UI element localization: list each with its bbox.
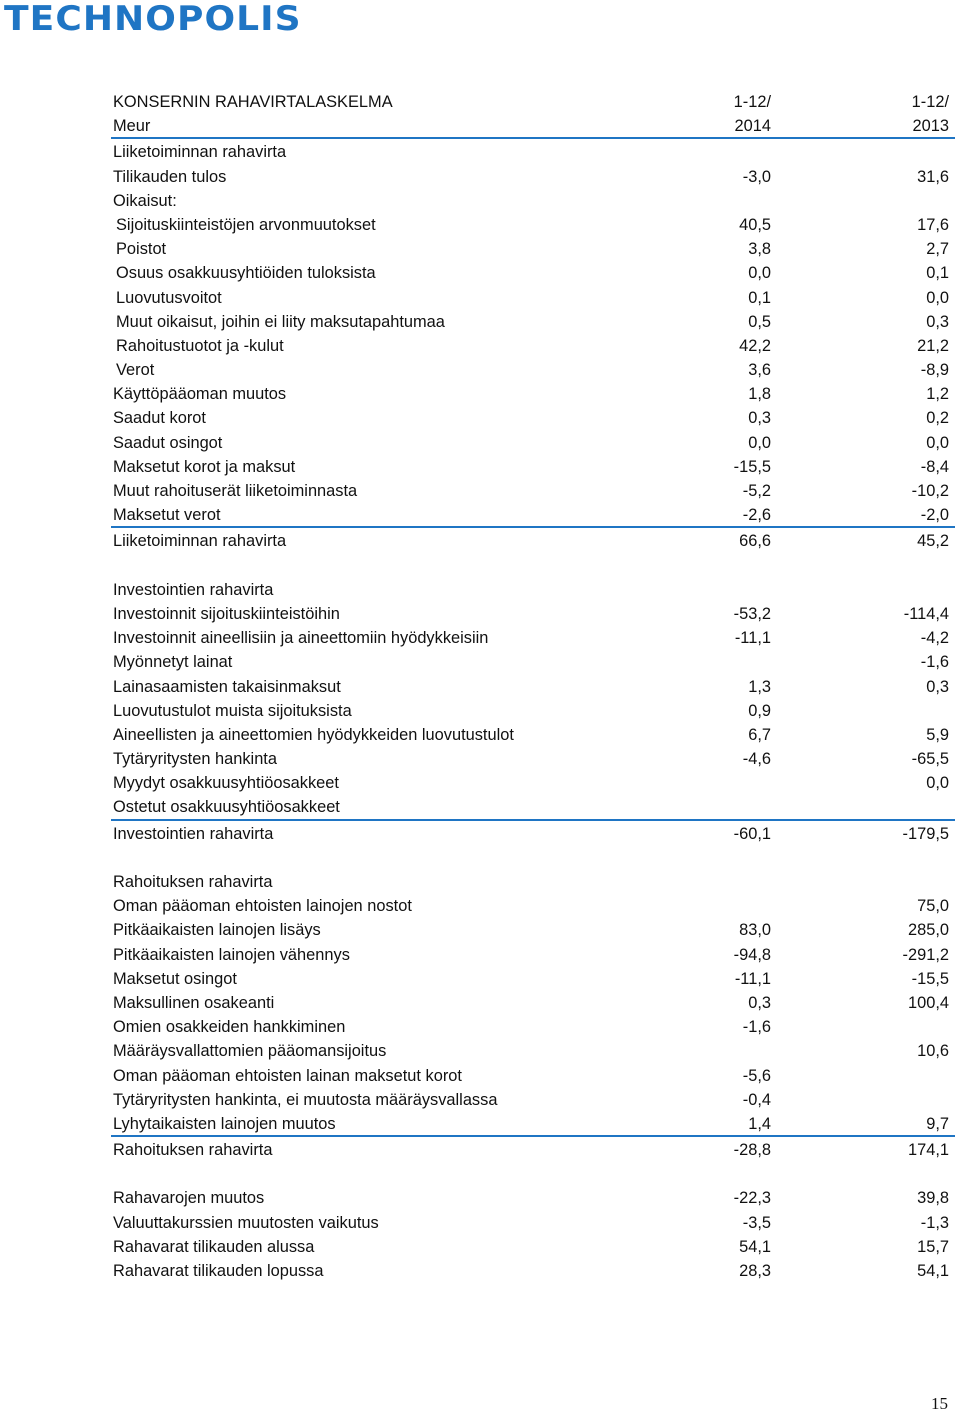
value-2014: 42,2: [739, 336, 771, 355]
value-2013: -114,4: [903, 604, 949, 623]
value-2013: 10,6: [917, 1042, 949, 1061]
table-row: [111, 164, 955, 188]
row-label: Pitkäaikaisten lainojen lisäys: [113, 921, 321, 940]
row-label: Rahoituksen rahavirta: [113, 1141, 273, 1160]
row-label: Valuuttakurssien muutosten vaikutus: [113, 1213, 379, 1232]
row-label: Maksetut osingot: [113, 969, 237, 988]
value-2014: 3,6: [748, 361, 771, 380]
unit-label: Meur: [113, 117, 151, 136]
value-2013: 31,6: [917, 167, 949, 186]
value-2014: 83,0: [739, 921, 771, 940]
value-2014: -2,6: [742, 506, 771, 525]
value-2013: -179,5: [902, 824, 949, 843]
row-label: Saadut korot: [113, 409, 206, 428]
table-row: [111, 285, 955, 309]
value-2013: 39,8: [917, 1189, 949, 1208]
value-2014: -5,2: [742, 482, 771, 500]
table-row: [111, 502, 955, 526]
value-2013: 0,1: [926, 264, 949, 283]
row-label: Investointien rahavirta: [113, 580, 274, 599]
column-header-2013-period: 1-12/: [911, 93, 949, 111]
row-label: Tytäryritysten hankinta, ei muutosta määräysvallassa: [113, 1090, 498, 1109]
value-2014: -22,3: [733, 1189, 771, 1208]
table-row: [111, 139, 955, 163]
table-row: [111, 625, 955, 649]
value-2014: 0,5: [748, 312, 771, 331]
value-2013: 100,4: [907, 993, 949, 1012]
value-2014: -0,4: [742, 1090, 771, 1109]
spacer-row: [111, 1161, 955, 1185]
value-2013: 15,7: [917, 1237, 949, 1256]
row-label: Investointien rahavirta: [113, 824, 274, 843]
header-row-1: [111, 89, 955, 113]
row-label: Rahavarojen muutos: [113, 1189, 265, 1208]
table-row: [111, 333, 955, 357]
column-header-2014-period: 1-12/: [733, 93, 771, 111]
value-2014: 40,5: [739, 215, 771, 234]
value-2014: -60,1: [733, 824, 771, 843]
value-2013: -15,5: [911, 969, 949, 988]
value-2014: 0,0: [748, 264, 771, 283]
value-2014: 1,3: [748, 677, 771, 696]
row-label: Oman pääoman ehtoisten lainan maksetut korot: [113, 1066, 462, 1085]
row-label: Saadut osingot: [113, 433, 223, 452]
value-2014: 0,3: [748, 409, 771, 428]
value-2013: 0,0: [926, 288, 949, 307]
statement-rows: [111, 139, 955, 1282]
value-2013: 0,3: [926, 312, 949, 331]
row-label: Oman pääoman ehtoisten lainojen nostot: [113, 897, 412, 916]
table-row: [111, 1038, 955, 1062]
table-row: [111, 794, 955, 818]
value-2014: 3,8: [748, 240, 771, 259]
value-2014: 0,1: [748, 288, 771, 307]
table-row: [111, 601, 955, 625]
value-2014: -3,0: [742, 167, 771, 186]
value-2014: -15,5: [733, 457, 771, 476]
total-row: [111, 526, 955, 552]
table-row: [111, 893, 955, 917]
value-2014: -11,1: [734, 629, 771, 648]
table-row: [111, 674, 955, 698]
value-2014: 28,3: [739, 1262, 771, 1280]
row-label: Verot: [116, 361, 155, 380]
column-header-2014-year: 2014: [734, 117, 771, 136]
value-2013: -65,5: [911, 750, 949, 769]
table-row: [111, 1063, 955, 1087]
row-label: Rahavarat tilikauden lopussa: [113, 1262, 324, 1280]
value-2014: -94,8: [733, 945, 771, 964]
value-2013: 0,2: [926, 409, 949, 428]
value-2013: -8,9: [920, 361, 949, 380]
total-row: [111, 1135, 955, 1161]
table-row: [111, 454, 955, 478]
row-label: Tytäryritysten hankinta: [113, 750, 277, 769]
row-label: Oikaisut:: [113, 191, 177, 210]
value-2013: 285,0: [907, 921, 949, 940]
value-2013: -4,2: [920, 629, 949, 648]
value-2014: 1,4: [748, 1114, 771, 1133]
value-2013: 54,1: [917, 1262, 949, 1280]
table-row: [111, 869, 955, 893]
value-2013: -10,2: [911, 482, 949, 500]
value-2013: 9,7: [926, 1114, 949, 1133]
row-label: Maksullinen osakeanti: [113, 993, 275, 1012]
row-label: Tilikauden tulos: [113, 167, 227, 186]
row-label: Ostetut osakkuusyhtiöosakkeet: [113, 798, 340, 817]
value-2013: 75,0: [917, 897, 949, 916]
table-row: [111, 478, 955, 502]
row-label: Luovutusvoitot: [116, 288, 222, 307]
technopolis-logo: TECHNOPOLIS: [4, 0, 302, 39]
table-row: [111, 381, 955, 405]
table-row: [111, 649, 955, 673]
table-row: [111, 966, 955, 990]
row-label: Lainasaamisten takaisinmaksut: [113, 677, 341, 696]
table-row: [111, 1210, 955, 1234]
value-2014: -3,5: [742, 1213, 771, 1232]
row-label: Osuus osakkuusyhtiöiden tuloksista: [116, 264, 376, 283]
column-header-2013-year: 2013: [912, 117, 949, 136]
table-row: [111, 990, 955, 1014]
value-2014: -1,6: [742, 1018, 771, 1037]
table-row: [111, 1234, 955, 1258]
table-row: [111, 770, 955, 794]
table-row: [111, 698, 955, 722]
value-2014: 1,8: [748, 385, 771, 404]
value-2014: 0,3: [748, 993, 771, 1012]
row-label: Myönnetyt lainat: [113, 653, 233, 672]
value-2014: -4,6: [742, 750, 771, 769]
value-2014: 6,7: [748, 725, 771, 744]
table-row: [111, 309, 955, 333]
table-row: [111, 430, 955, 454]
cash-flow-statement-table: [111, 89, 955, 1282]
table-row: [111, 1185, 955, 1209]
value-2014: 0,0: [748, 433, 771, 452]
row-label: Sijoituskiinteistöjen arvonmuutokset: [116, 215, 376, 234]
table-row: [111, 1014, 955, 1038]
table-row: [111, 236, 955, 260]
row-label: Rahavarat tilikauden alussa: [113, 1237, 315, 1256]
table-row: [111, 942, 955, 966]
row-label: Lyhytaikaisten lainojen muutos: [113, 1114, 336, 1133]
table-row: [111, 212, 955, 236]
row-label: Muut rahoituserät liiketoiminnasta: [113, 482, 358, 500]
row-label: Liiketoiminnan rahavirta: [113, 532, 287, 551]
value-2013: 0,3: [926, 677, 949, 696]
table-row: [111, 357, 955, 381]
value-2013: 0,0: [926, 433, 949, 452]
value-2013: 2,7: [926, 240, 949, 259]
value-2013: 174,1: [907, 1141, 949, 1160]
value-2014: 0,9: [748, 701, 771, 720]
row-label: Käyttöpääoman muutos: [113, 385, 287, 404]
row-label: Määräysvallattomien pääomansijoitus: [113, 1042, 387, 1061]
row-label: Luovutustulot muista sijoituksista: [113, 701, 352, 720]
row-label: Maksetut verot: [113, 506, 221, 525]
value-2014: -53,2: [733, 604, 771, 623]
value-2013: -8,4: [920, 457, 949, 476]
table-row: [111, 1111, 955, 1135]
value-2014: -11,1: [734, 969, 771, 988]
table-row: [111, 260, 955, 284]
table-row: [111, 405, 955, 429]
value-2014: -28,8: [733, 1141, 771, 1160]
value-2013: 1,2: [926, 385, 949, 404]
row-label: Maksetut korot ja maksut: [113, 457, 296, 476]
header-row-2: [111, 113, 955, 139]
statement-title: KONSERNIN RAHAVIRTALASKELMA: [113, 93, 393, 111]
row-label: Poistot: [116, 240, 167, 259]
table-row: [111, 1087, 955, 1111]
table-row: [111, 722, 955, 746]
row-label: Investoinnit aineellisiin ja aineettomiin hyödykkeisiin: [113, 629, 489, 648]
value-2013: -291,2: [902, 945, 949, 964]
row-label: Rahoituksen rahavirta: [113, 873, 273, 891]
table-row: [111, 577, 955, 601]
value-2013: 21,2: [917, 336, 949, 355]
value-2013: 17,6: [917, 215, 949, 234]
row-label: Omien osakkeiden hankkiminen: [113, 1018, 346, 1037]
spacer-row: [111, 553, 955, 577]
table-row: [111, 188, 955, 212]
row-label: Liiketoiminnan rahavirta: [113, 143, 287, 162]
value-2013: 5,9: [926, 725, 949, 744]
value-2014: 54,1: [739, 1237, 771, 1256]
row-label: Investoinnit sijoituskiinteistöihin: [113, 604, 340, 623]
row-label: Aineellisten ja aineettomien hyödykkeiden luovutustulot: [113, 725, 514, 744]
value-2013: 45,2: [917, 532, 949, 551]
spacer-row: [111, 845, 955, 869]
table-row: [111, 1258, 955, 1282]
total-row: [111, 819, 955, 845]
value-2013: -1,6: [920, 653, 949, 672]
row-label: Muut oikaisut, joihin ei liity maksutapahtumaa: [116, 312, 445, 331]
value-2013: -1,3: [920, 1213, 949, 1232]
table-row: [111, 917, 955, 941]
row-label: Myydyt osakkuusyhtiöosakkeet: [113, 774, 339, 793]
table-row: [111, 746, 955, 770]
value-2014: -5,6: [742, 1066, 771, 1085]
row-label: Pitkäaikaisten lainojen vähennys: [113, 945, 350, 964]
page-number: 15: [931, 1394, 948, 1413]
value-2013: 0,0: [926, 774, 949, 793]
value-2013: -2,0: [920, 506, 949, 525]
value-2014: 66,6: [739, 532, 771, 551]
row-label: Rahoitustuotot ja -kulut: [116, 336, 284, 355]
